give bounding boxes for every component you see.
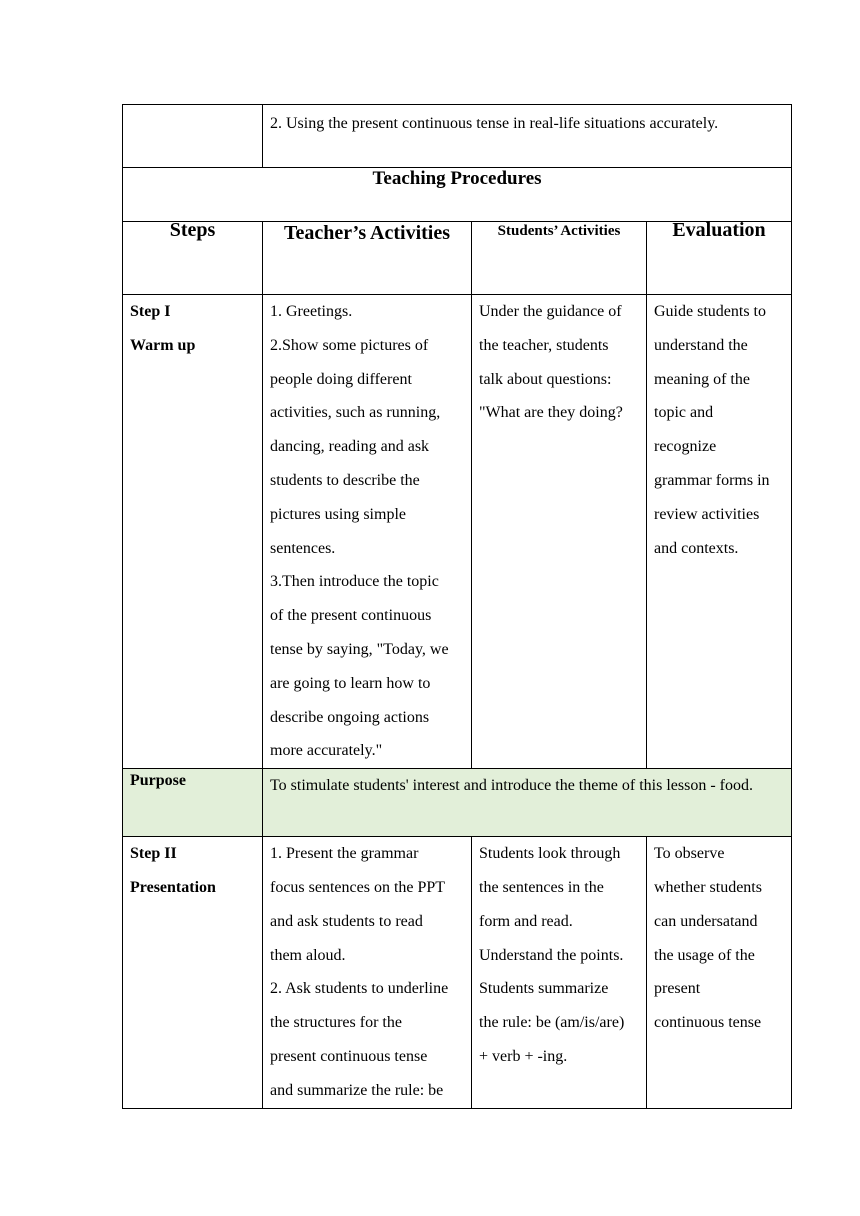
evaluation-line: Guide students to bbox=[654, 303, 766, 320]
evaluation-line: the usage of the bbox=[654, 946, 755, 964]
header-evaluation: Evaluation bbox=[647, 222, 792, 295]
student-line: form and read. bbox=[479, 912, 573, 930]
teacher-line: people doing different bbox=[270, 370, 412, 388]
objective-row bbox=[123, 105, 792, 168]
student-line: Understand the points. bbox=[479, 946, 624, 964]
header-students-activities: Students’ Activities bbox=[472, 222, 647, 295]
purpose-row bbox=[123, 769, 792, 837]
teacher-line: activities, such as running, bbox=[270, 404, 441, 422]
student-line: Students summarize bbox=[479, 980, 609, 998]
step-2-evaluation-cell bbox=[647, 837, 792, 1108]
header-steps: Steps bbox=[123, 222, 263, 295]
teacher-line: are going to learn how to bbox=[270, 674, 431, 692]
teacher-line: and ask students to read bbox=[270, 912, 423, 930]
purpose-label: Purpose bbox=[123, 769, 263, 837]
teacher-line: students to describe the bbox=[270, 471, 420, 489]
teacher-line: and summarize the rule: be bbox=[270, 1081, 444, 1099]
teacher-line: present continuous tense bbox=[270, 1047, 428, 1065]
student-line: the rule: be (am/is/are) bbox=[479, 1014, 625, 1032]
step-1-row bbox=[123, 295, 792, 769]
header-teacher-activities: Teacher’s Activities bbox=[263, 222, 472, 295]
step-1-teacher-cell bbox=[263, 295, 472, 769]
purpose-text: To stimulate students' interest and introduce the theme of this lesson - food. bbox=[263, 769, 792, 837]
section-title-row bbox=[123, 168, 792, 222]
evaluation-line: meaning of the bbox=[654, 370, 750, 388]
evaluation-line: continuous tense bbox=[654, 1014, 762, 1032]
step-2-subtitle: Presentation bbox=[130, 878, 216, 896]
teacher-line: focus sentences on the PPT bbox=[270, 878, 446, 896]
evaluation-line: can undersatand bbox=[654, 912, 758, 930]
teacher-line: describe ongoing actions bbox=[270, 708, 430, 726]
teacher-line: of the present continuous bbox=[270, 607, 432, 625]
teacher-line: pictures using simple bbox=[270, 505, 406, 523]
student-line: the sentences in the bbox=[479, 878, 604, 896]
evaluation-line: and contexts. bbox=[654, 539, 739, 557]
evaluation-line: To observe bbox=[654, 845, 725, 863]
student-line: the teacher, students bbox=[479, 336, 609, 354]
teacher-line: 2. Ask students to underline bbox=[270, 980, 449, 998]
teacher-line: tense by saying, "Today, we bbox=[270, 640, 449, 658]
evaluation-line: present bbox=[654, 980, 701, 998]
teacher-line: 1. Greetings. bbox=[270, 303, 353, 320]
step-1-evaluation-cell bbox=[647, 295, 792, 769]
section-title: Teaching Procedures bbox=[123, 168, 792, 222]
teacher-line: dancing, reading and ask bbox=[270, 438, 430, 456]
evaluation-line: grammar forms in bbox=[654, 471, 770, 489]
step-1-students-cell bbox=[472, 295, 647, 769]
evaluation-line: whether students bbox=[654, 878, 762, 896]
teacher-line: them aloud. bbox=[270, 946, 346, 964]
student-line: talk about questions: bbox=[479, 370, 612, 388]
evaluation-line: topic and bbox=[654, 404, 714, 422]
step-1-label-cell bbox=[123, 295, 263, 769]
teacher-line: 2.Show some pictures of bbox=[270, 336, 429, 354]
student-line: + verb + -ing. bbox=[479, 1047, 568, 1065]
step-2-label-cell bbox=[123, 837, 263, 1108]
student-line: Students look through bbox=[479, 845, 621, 863]
step-1-name: Step I bbox=[130, 303, 171, 320]
teacher-line: the structures for the bbox=[270, 1014, 402, 1032]
objective-text: 2. Using the present continuous tense in real-life situations accurately. bbox=[263, 105, 792, 168]
evaluation-line: recognize bbox=[654, 438, 717, 456]
student-line: "What are they doing? bbox=[479, 404, 623, 422]
teacher-line: 3.Then introduce the topic bbox=[270, 573, 439, 591]
teacher-line: more accurately." bbox=[270, 742, 383, 760]
objective-label-cell bbox=[123, 105, 263, 168]
step-2-students-cell bbox=[472, 837, 647, 1108]
header-row bbox=[123, 222, 792, 295]
step-2-name: Step II bbox=[130, 845, 177, 863]
student-line: Under the guidance of bbox=[479, 303, 622, 320]
lesson-plan-table bbox=[122, 104, 792, 1109]
evaluation-line: understand the bbox=[654, 336, 748, 354]
teacher-line: 1. Present the grammar bbox=[270, 845, 419, 863]
teacher-line: sentences. bbox=[270, 539, 336, 557]
step-2-teacher-cell bbox=[263, 837, 472, 1108]
step-1-subtitle: Warm up bbox=[130, 336, 196, 354]
evaluation-line: review activities bbox=[654, 505, 760, 523]
step-2-row bbox=[123, 837, 792, 1108]
